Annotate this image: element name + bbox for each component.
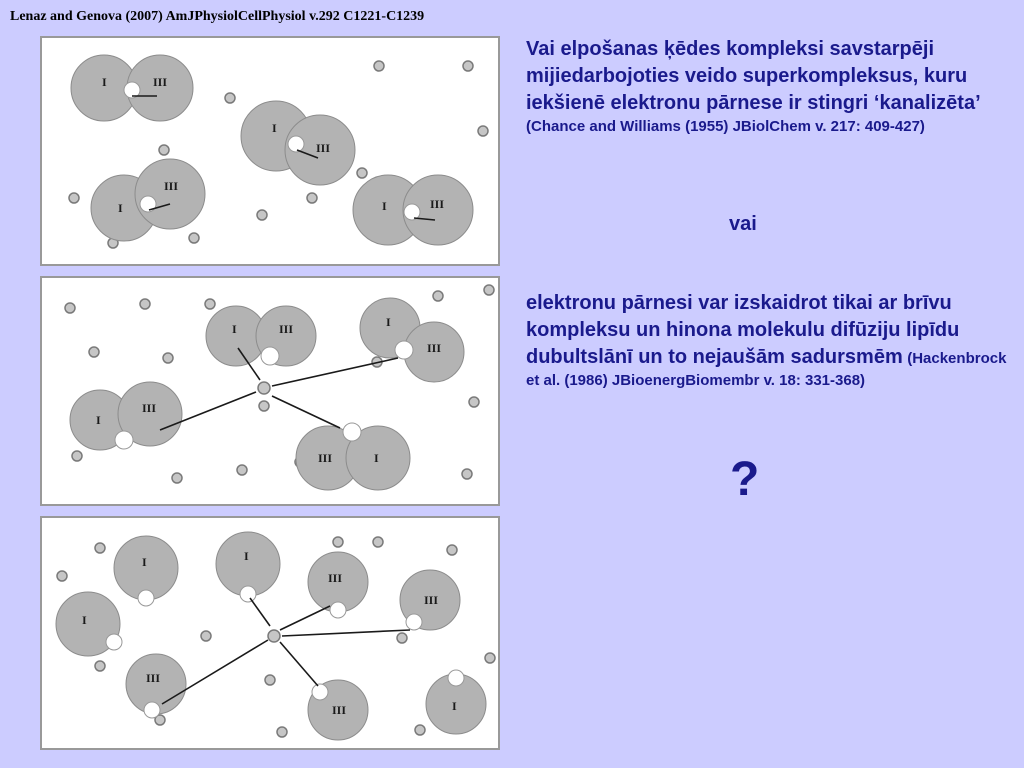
svg-text:I: I (102, 75, 107, 89)
svg-text:I: I (272, 121, 277, 135)
svg-text:I: I (386, 315, 391, 329)
citation: Lenaz and Genova (2007) AmJPhysiolCellPhysiol v.292 C1221-C1239 (10, 9, 425, 24)
svg-text:III: III (142, 401, 157, 415)
reference-hackenbrock: (Hackenbrock et al. (1986) JBioenergBiomembr v. 18: 331-368) (526, 350, 1007, 389)
complex-III (308, 680, 368, 740)
svg-text:I: I (244, 549, 249, 563)
diffusion-arrows (162, 598, 410, 704)
hypothesis-text: Vai elpošanas ķēdes kompleksi savstarpēji mijiedarbojoties veido superkompleksus, kuru iekšienē elektronu pārnese ir stingri ‘kanalizēta’ (526, 38, 981, 114)
svg-text:III: III (318, 451, 333, 465)
svg-text:I: I (452, 699, 457, 713)
or-separator: vai (729, 213, 757, 235)
hypothesis-text: elektronu pārnesi var izskaidrot tikai ar brīvu kompleksu un hinona molekulu difūziju lipīdu dubultslānī un to nejaušām sadursmēm (526, 292, 960, 368)
complex-pair-open (206, 306, 316, 366)
complex-pair-open (70, 382, 182, 450)
svg-text:I: I (374, 451, 379, 465)
supercomplex (71, 55, 193, 121)
svg-text:III: III (427, 341, 442, 355)
complex-III (400, 570, 460, 630)
complex-I (56, 592, 122, 656)
random-collision-panel (40, 516, 500, 750)
supercomplex-hypothesis (526, 36, 1016, 137)
complex-III (126, 654, 186, 718)
supercomplex (241, 101, 355, 185)
svg-text:III: III (279, 322, 294, 336)
svg-text:I: I (382, 199, 387, 213)
question-mark: ? (730, 453, 760, 506)
diffusing-quinone (268, 630, 280, 642)
random-collision-hypothesis (526, 290, 1016, 391)
svg-text:I: I (142, 555, 147, 569)
mixed-panel (40, 276, 500, 506)
complex-pair-open (296, 423, 410, 490)
supercomplex (353, 175, 473, 245)
svg-text:III: III (332, 703, 347, 717)
svg-text:III: III (164, 179, 179, 193)
svg-text:III: III (430, 197, 445, 211)
svg-text:III: III (316, 141, 331, 155)
svg-text:I: I (118, 201, 123, 215)
svg-text:III: III (153, 75, 168, 89)
svg-text:I: I (96, 413, 101, 427)
svg-text:III: III (146, 671, 161, 685)
svg-text:III: III (424, 593, 439, 607)
diffusing-quinone (258, 382, 270, 394)
svg-text:III: III (328, 571, 343, 585)
complex-III (308, 552, 368, 618)
svg-text:I: I (232, 322, 237, 336)
complex-I (216, 532, 280, 602)
reference-chance-williams: (Chance and Williams (1955) JBiolChem v. 217: 409-427) (526, 118, 925, 135)
complex-I (114, 536, 178, 606)
complex-pair-open (360, 298, 464, 382)
supercomplex-panel (40, 36, 500, 266)
supercomplex (91, 159, 205, 241)
svg-text:I: I (82, 613, 87, 627)
complex-I (426, 670, 486, 734)
